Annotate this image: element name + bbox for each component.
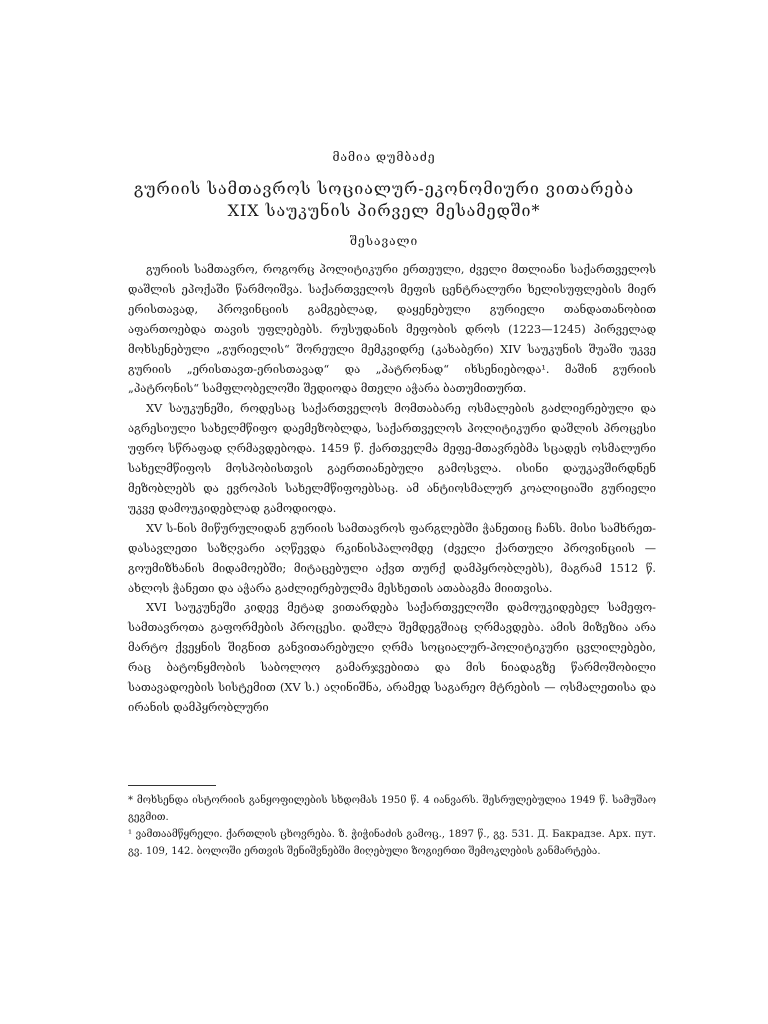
- paragraph-4: XVI საუკუნეში კიდევ მეტად ვითარდება საქართველოში დამოუკიდებელ სამეფო-სამთავროთა გაფორმების პროცესი. დაშლა შემდეგშიაც ღრმავდება. ამის მიზეზია არა მარტო ქვეყნის შიგნით განვითარებული ღრმა სოციალურ-პოლიტიკური ცვლილებები, რაც ბატონყმობის საბოლოო გამარჯვებითა და მის ნიადაგზე წარმოშობილი სათავადოების სისტემით (XV ს.) აღინიშნა, არამედ საგარეო მტრების — ოსმალეთისა და ირანის დამპყრობლური: [128, 601, 656, 714]
- paragraph-1: გურიის სამთავრო, როგორც პოლიტიკური ერთეული, ძველი მთლიანი საქართველოს დაშლის ეპოქაში წარმოიშვა. საქართველოს მეფის ცენტრალური ხელისუფლების მიერ ერისთავად, პროვინციის გამგებლად, დაყენებული გურიელი თანდათანობით აფართოებდა თავის უფლებებს. რუსუდანის მეფობის დროს (1223—1245) პირველად მოხსენებული „გურიელის“ შორეული მემკვიდრე (კახაბერი) XIV საუკუნის შუაში უკვე გურიის „ერისთავთ-ერისთავად“ და „პატრონად“ იხსენიებოდა¹. მაშინ გურიის „პატრონის“ სამფლობელოში შედიოდა მთელი აჭარა ბათუმითურთ.: [128, 263, 656, 396]
- paragraph-2: XV საუკუნეში, როდესაც საქართველოს მომთაბარე ოსმალების გაძლიერებული და აგრესიული სახელმწიფო დაემეზობლდა, საქართველოს პოლიტიკური დაშლის პროცესი უფრო სწრაფად ღრმავდებოდა. 1459 წ. ქართველმა მეფე-მთავრებმა სცადეს ოსმალური სახელმწიფოს მოსპობისთვის გაერთიანებული გამოსვლა. ისინი დაუკავშირდნენ მეზობლებს და ევროპის სახელმწიფოებსაც. ამ ანტიოსმალურ კოალიციაში გურიელი უკვე დამოუკიდებლად გამოდიოდა.: [128, 402, 656, 515]
- author-name: მამია დუმბაძე: [332, 150, 436, 164]
- title-line-2: XIX საუკუნის პირველ მესამედში*: [227, 201, 541, 220]
- article-title: [0, 178, 768, 222]
- footnote-2: ¹ ვამთაამწყრელი. ქართლის ცხოვრება. ზ. ჭიჭინაძის გამოც., 1897 წ., გვ. 531. Д. Бакрадзе. Арх. пут. გვ. 109, 142. ბოლოში ერთვის შენიშვნებში მიღებული ზოგიერთი შემოკლების განმარტება.: [128, 829, 656, 857]
- title-line-1: გურიის სამთავროს სოციალურ-ეკონომიური ვითარება: [133, 179, 635, 198]
- body-text: [128, 260, 656, 718]
- section-heading: შესავალი: [349, 234, 419, 248]
- footnotes: [128, 792, 656, 860]
- footnote-divider: [128, 785, 216, 786]
- footnote-1: * მოხსენდა ისტორიის განყოფილების სხდომას 1950 წ. 4 იანვარს. შესრულებულია 1949 წ. სამუშაო გეგმით.: [128, 795, 656, 823]
- paragraph-3: XV ს-ნის მიწურულიდან გურიის სამთავროს ფარგლებში ჭანეთიც ჩანს. მისი სამხრეთ-დასავლეთი საზღვარი აღწევდა რკინისპალომდე (ძველი ქართული პროვინციის — გოუმიზხანის მიდამოებში; მიტაცებული აქვთ თურქ დამპყრობლებს), მაგრამ 1512 წ. ახლოს ჭანეთი და აჭარა გაძლიერებულმა მესხეთის ათაბაგმა მიითვისა.: [128, 521, 656, 595]
